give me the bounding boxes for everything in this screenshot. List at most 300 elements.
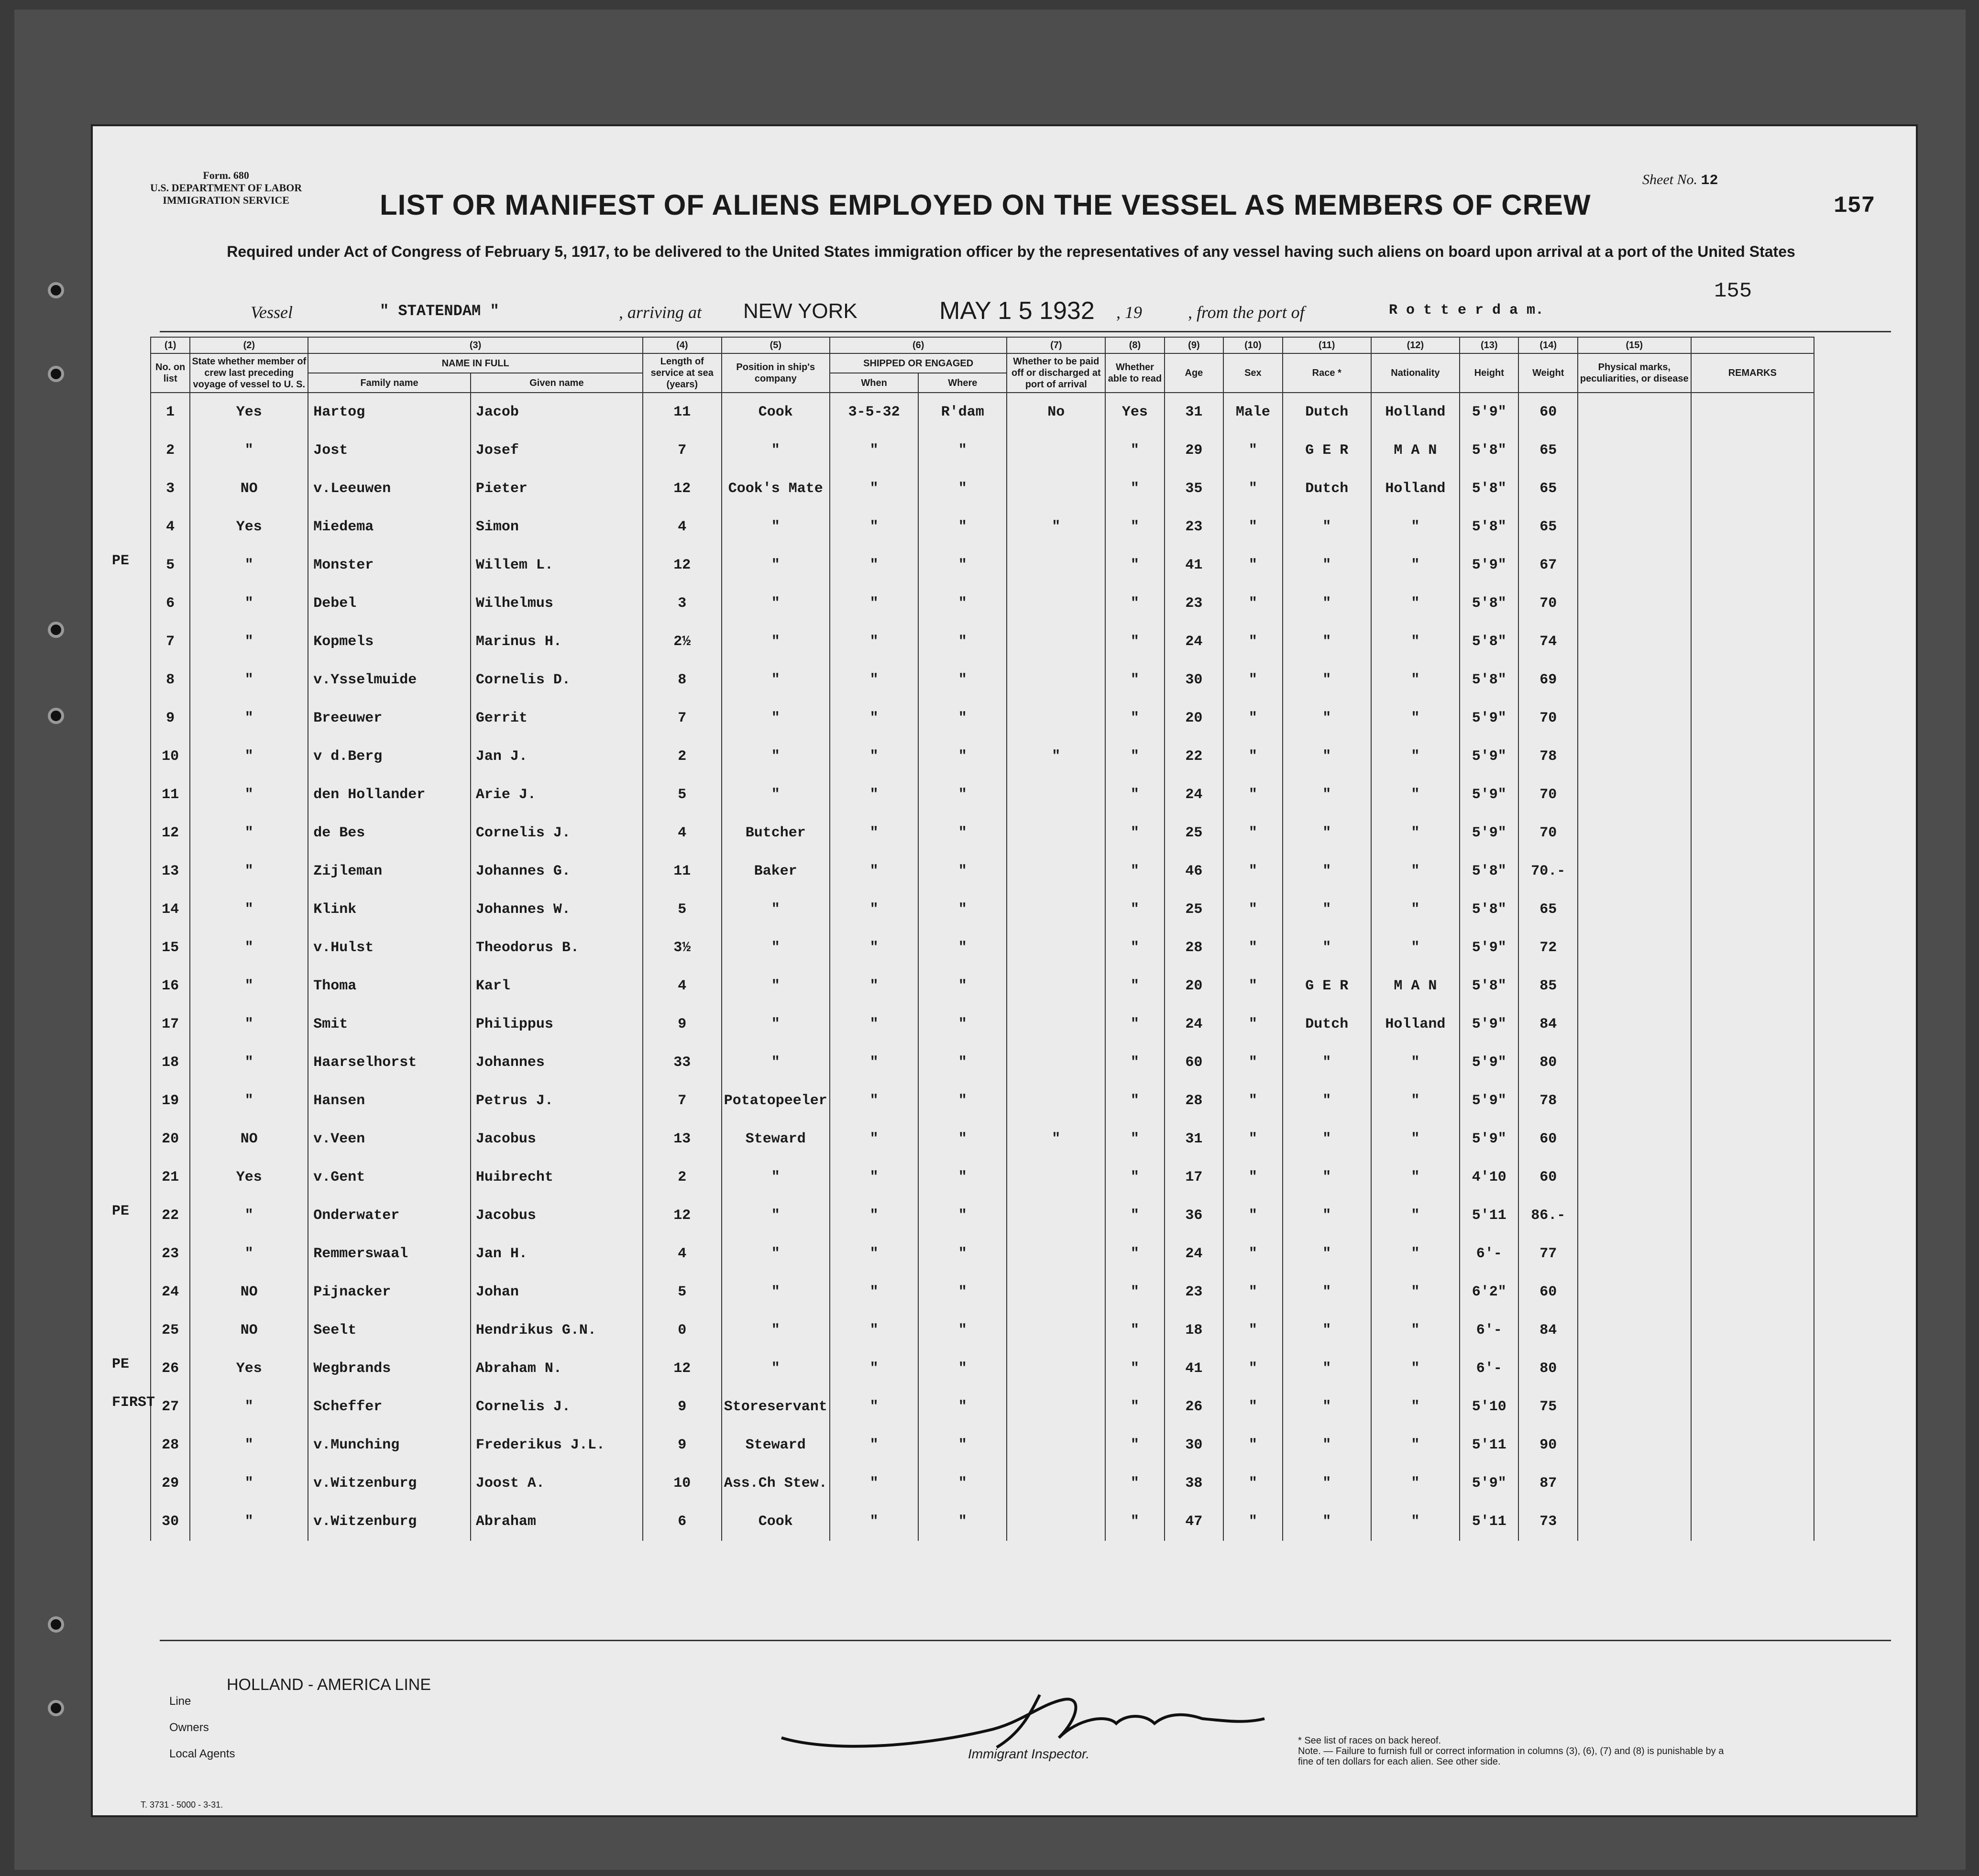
cell-given: Johannes G. <box>471 852 643 890</box>
year-label: , 19 <box>1116 303 1142 322</box>
column-number-row <box>151 337 1814 353</box>
cell-weight: 87 <box>1518 1464 1577 1503</box>
cell-remarks <box>1691 393 1814 431</box>
cell-family: Breeuwer <box>308 699 471 737</box>
cell-when: 3-5-32 <box>830 393 918 431</box>
cell-nationality: M A N <box>1371 967 1460 1005</box>
cell-family: v.Hulst <box>308 929 471 967</box>
header-position: Position in ship's company <box>722 353 830 393</box>
cell-weight: 72 <box>1518 929 1577 967</box>
header-race: Race * <box>1283 353 1371 393</box>
cell-paid <box>1007 1503 1105 1541</box>
cell-no: 23 <box>151 1235 190 1273</box>
cell-read: " <box>1105 1043 1164 1082</box>
cell-nationality: Holland <box>1371 393 1460 431</box>
cell-crew: Yes <box>190 508 308 546</box>
cell-nationality: " <box>1371 1426 1460 1464</box>
col-num-11: (11) <box>1283 337 1371 353</box>
cell-read: " <box>1105 470 1164 508</box>
margin-note: PE <box>112 553 130 569</box>
cell-when: " <box>830 623 918 661</box>
cell-weight: 80 <box>1518 1043 1577 1082</box>
cell-nationality: " <box>1371 852 1460 890</box>
cell-position: " <box>722 1311 830 1349</box>
table-row <box>151 1349 1814 1388</box>
cell-race: " <box>1283 584 1371 623</box>
cell-years: 3½ <box>643 929 722 967</box>
cell-family: v.Witzenburg <box>308 1464 471 1503</box>
cell-years: 2½ <box>643 623 722 661</box>
cell-height: 6'- <box>1460 1349 1518 1388</box>
cell-sex: " <box>1223 1082 1282 1120</box>
cell-height: 5'10 <box>1460 1388 1518 1426</box>
cell-family: Zijleman <box>308 852 471 890</box>
manifest-sheet <box>91 124 1918 1817</box>
cell-where: " <box>918 1311 1007 1349</box>
col-num-6: (6) <box>830 337 1007 353</box>
cell-marks <box>1578 1043 1691 1082</box>
cell-no: 21 <box>151 1158 190 1196</box>
cell-given: Marinus H. <box>471 623 643 661</box>
cell-crew: " <box>190 776 308 814</box>
table-row <box>151 814 1814 852</box>
cell-position: " <box>722 1158 830 1196</box>
cell-age: 23 <box>1165 508 1223 546</box>
cell-height: 5'9" <box>1460 546 1518 584</box>
cell-given: Cornelis J. <box>471 814 643 852</box>
cell-no: 8 <box>151 661 190 699</box>
cell-race: " <box>1283 814 1371 852</box>
cell-no: 28 <box>151 1426 190 1464</box>
cell-height: 5'11 <box>1460 1426 1518 1464</box>
cell-weight: 74 <box>1518 623 1577 661</box>
cell-remarks <box>1691 1311 1814 1349</box>
cell-age: 24 <box>1165 1005 1223 1043</box>
cell-weight: 70.- <box>1518 852 1577 890</box>
cell-where: " <box>918 1082 1007 1120</box>
cell-race: " <box>1283 1464 1371 1503</box>
header-length-service: Length of service at sea (years) <box>643 353 722 393</box>
col-num-12: (12) <box>1371 337 1460 353</box>
cell-age: 35 <box>1165 470 1223 508</box>
cell-where: " <box>918 584 1007 623</box>
cell-position: " <box>722 1043 830 1082</box>
cell-position: " <box>722 1235 830 1273</box>
cell-remarks <box>1691 1043 1814 1082</box>
cell-race: " <box>1283 1503 1371 1541</box>
vessel-name: " STATENDAM " <box>380 302 499 320</box>
header-where: Where <box>918 373 1007 393</box>
cell-crew: " <box>190 814 308 852</box>
cell-age: 36 <box>1165 1196 1223 1235</box>
cell-where: " <box>918 1273 1007 1311</box>
cell-position: Steward <box>722 1426 830 1464</box>
cell-when: " <box>830 929 918 967</box>
cell-paid: " <box>1007 1120 1105 1158</box>
cell-height: 5'9" <box>1460 776 1518 814</box>
cell-crew: " <box>190 1235 308 1273</box>
cell-remarks <box>1691 1082 1814 1120</box>
cell-years: 7 <box>643 1082 722 1120</box>
cell-no: 22 <box>151 1196 190 1235</box>
cell-family: Hansen <box>308 1082 471 1120</box>
cell-crew: " <box>190 623 308 661</box>
cell-race: " <box>1283 1426 1371 1464</box>
cell-remarks <box>1691 1158 1814 1196</box>
cell-given: Simon <box>471 508 643 546</box>
col-num-7: (7) <box>1007 337 1105 353</box>
cell-read: " <box>1105 546 1164 584</box>
cell-height: 5'8" <box>1460 470 1518 508</box>
cell-race: " <box>1283 1349 1371 1388</box>
cell-sex: " <box>1223 431 1282 470</box>
cell-position: " <box>722 1196 830 1235</box>
cell-family: Seelt <box>308 1311 471 1349</box>
cell-no: 18 <box>151 1043 190 1082</box>
cell-family: v.Ysselmuide <box>308 661 471 699</box>
cell-no: 13 <box>151 852 190 890</box>
cell-given: Johan <box>471 1273 643 1311</box>
cell-sex: " <box>1223 1196 1282 1235</box>
cell-when: " <box>830 1311 918 1349</box>
cell-read: " <box>1105 584 1164 623</box>
cell-height: 5'9" <box>1460 1005 1518 1043</box>
cell-read: " <box>1105 814 1164 852</box>
cell-sex: " <box>1223 1235 1282 1273</box>
table-row <box>151 1043 1814 1082</box>
cell-nationality: " <box>1371 1349 1460 1388</box>
cell-nationality: M A N <box>1371 431 1460 470</box>
cell-sex: " <box>1223 1043 1282 1082</box>
cell-remarks <box>1691 1426 1814 1464</box>
col-num-10: (10) <box>1223 337 1282 353</box>
cell-race: " <box>1283 1388 1371 1426</box>
cell-nationality: " <box>1371 1388 1460 1426</box>
cell-years: 7 <box>643 431 722 470</box>
cell-read: " <box>1105 508 1164 546</box>
cell-marks <box>1578 890 1691 929</box>
cell-sex: " <box>1223 470 1282 508</box>
cell-sex: " <box>1223 1464 1282 1503</box>
cell-when: " <box>830 584 918 623</box>
margin-note: PE <box>112 1203 130 1219</box>
table-row <box>151 584 1814 623</box>
sheet-number-value: 12 <box>1701 173 1718 189</box>
cell-sex: " <box>1223 967 1282 1005</box>
cell-height: 5'9" <box>1460 1464 1518 1503</box>
cell-read: " <box>1105 1196 1164 1235</box>
cell-position: " <box>722 1349 830 1388</box>
cell-race: " <box>1283 890 1371 929</box>
cell-remarks <box>1691 890 1814 929</box>
cell-height: 5'8" <box>1460 623 1518 661</box>
binder-hole <box>48 366 64 382</box>
cell-family: v.Veen <box>308 1120 471 1158</box>
cell-family: de Bes <box>308 814 471 852</box>
cell-position: " <box>722 1273 830 1311</box>
col-num-4: (4) <box>643 337 722 353</box>
cell-read: Yes <box>1105 393 1164 431</box>
cell-paid <box>1007 929 1105 967</box>
cell-nationality: " <box>1371 699 1460 737</box>
cell-age: 23 <box>1165 1273 1223 1311</box>
crew-table <box>150 337 1814 1541</box>
cell-where: " <box>918 852 1007 890</box>
cell-where: " <box>918 776 1007 814</box>
cell-crew: " <box>190 852 308 890</box>
cell-years: 4 <box>643 1235 722 1273</box>
cell-marks <box>1578 1082 1691 1120</box>
cell-weight: 60 <box>1518 393 1577 431</box>
cell-paid <box>1007 584 1105 623</box>
cell-position: " <box>722 890 830 929</box>
cell-family: Haarselhorst <box>308 1043 471 1082</box>
header-no-on-list: No. on list <box>151 353 190 393</box>
cell-race: Dutch <box>1283 1005 1371 1043</box>
cell-sex: " <box>1223 508 1282 546</box>
cell-position: " <box>722 661 830 699</box>
cell-no: 14 <box>151 890 190 929</box>
cell-paid <box>1007 852 1105 890</box>
cell-paid: " <box>1007 508 1105 546</box>
cell-years: 4 <box>643 967 722 1005</box>
cell-where: " <box>918 1005 1007 1043</box>
table-row <box>151 852 1814 890</box>
cell-years: 5 <box>643 776 722 814</box>
table-row <box>151 661 1814 699</box>
cell-read: " <box>1105 1235 1164 1273</box>
cell-given: Gerrit <box>471 699 643 737</box>
cell-height: 5'8" <box>1460 584 1518 623</box>
cell-where: " <box>918 661 1007 699</box>
cell-height: 5'8" <box>1460 967 1518 1005</box>
cell-read: " <box>1105 1158 1164 1196</box>
cell-crew: Yes <box>190 1158 308 1196</box>
cell-crew: " <box>190 546 308 584</box>
cell-race: " <box>1283 1235 1371 1273</box>
cell-where: " <box>918 814 1007 852</box>
cell-where: " <box>918 623 1007 661</box>
cell-age: 28 <box>1165 929 1223 967</box>
cell-weight: 84 <box>1518 1005 1577 1043</box>
table-row <box>151 1503 1814 1541</box>
cell-read: " <box>1105 1120 1164 1158</box>
cell-nationality: " <box>1371 1311 1460 1349</box>
cell-marks <box>1578 393 1691 431</box>
cell-years: 7 <box>643 699 722 737</box>
cell-position: Storeservant <box>722 1388 830 1426</box>
cell-where: " <box>918 890 1007 929</box>
cell-crew: " <box>190 661 308 699</box>
cell-no: 30 <box>151 1503 190 1541</box>
cell-race: " <box>1283 508 1371 546</box>
cell-given: Hendrikus G.N. <box>471 1311 643 1349</box>
table-row <box>151 1158 1814 1196</box>
cell-position: Potatopeeler <box>722 1082 830 1120</box>
table-row <box>151 470 1814 508</box>
cell-given: Pieter <box>471 470 643 508</box>
cell-remarks <box>1691 1196 1814 1235</box>
cell-family: Remmerswaal <box>308 1235 471 1273</box>
cell-nationality: " <box>1371 1043 1460 1082</box>
cell-crew: " <box>190 1196 308 1235</box>
cell-read: " <box>1105 1311 1164 1349</box>
cell-no: 27 <box>151 1388 190 1426</box>
cell-paid <box>1007 967 1105 1005</box>
cell-years: 0 <box>643 1311 722 1349</box>
cell-years: 4 <box>643 508 722 546</box>
table-row <box>151 508 1814 546</box>
cell-given: Cornelis D. <box>471 661 643 699</box>
cell-where: " <box>918 1426 1007 1464</box>
cell-crew: " <box>190 929 308 967</box>
header-sex: Sex <box>1223 353 1282 393</box>
cell-marks <box>1578 1311 1691 1349</box>
table-row <box>151 967 1814 1005</box>
cell-family: Hartog <box>308 393 471 431</box>
table-row <box>151 699 1814 737</box>
cell-given: Jan J. <box>471 737 643 776</box>
cell-height: 5'9" <box>1460 814 1518 852</box>
cell-race: G E R <box>1283 431 1371 470</box>
binder-hole <box>48 282 64 298</box>
cell-crew: " <box>190 1464 308 1503</box>
cell-paid <box>1007 1082 1105 1120</box>
cell-remarks <box>1691 1005 1814 1043</box>
cell-weight: 70 <box>1518 776 1577 814</box>
cell-remarks <box>1691 1349 1814 1388</box>
cell-no: 15 <box>151 929 190 967</box>
cell-where: " <box>918 1464 1007 1503</box>
cell-no: 17 <box>151 1005 190 1043</box>
cell-when: " <box>830 1158 918 1196</box>
cell-race: " <box>1283 1120 1371 1158</box>
col-num-8: (8) <box>1105 337 1164 353</box>
cell-read: " <box>1105 1349 1164 1388</box>
cell-given: Karl <box>471 967 643 1005</box>
cell-crew: " <box>190 1503 308 1541</box>
cell-family: den Hollander <box>308 776 471 814</box>
cell-remarks <box>1691 1235 1814 1273</box>
cell-age: 47 <box>1165 1503 1223 1541</box>
header-remarks: REMARKS <box>1691 353 1814 393</box>
cell-height: 5'9" <box>1460 1043 1518 1082</box>
cell-height: 5'8" <box>1460 508 1518 546</box>
cell-race: " <box>1283 1043 1371 1082</box>
cell-where: " <box>918 1120 1007 1158</box>
cell-sex: " <box>1223 776 1282 814</box>
cell-height: 5'9" <box>1460 1082 1518 1120</box>
cell-age: 29 <box>1165 431 1223 470</box>
date-stamp: MAY 1 5 1932 <box>939 297 1095 325</box>
cell-family: Klink <box>308 890 471 929</box>
margin-note: FIRST <box>112 1394 155 1411</box>
col-num-15: (15) <box>1578 337 1691 353</box>
cell-age: 17 <box>1165 1158 1223 1196</box>
cell-nationality: " <box>1371 1158 1460 1196</box>
cell-height: 5'9" <box>1460 737 1518 776</box>
cell-paid <box>1007 1196 1105 1235</box>
cell-race: " <box>1283 1273 1371 1311</box>
cell-when: " <box>830 852 918 890</box>
cell-read: " <box>1105 852 1164 890</box>
cell-no: 26 <box>151 1349 190 1388</box>
cell-age: 20 <box>1165 699 1223 737</box>
cell-race: " <box>1283 661 1371 699</box>
col-num-13: (13) <box>1460 337 1518 353</box>
cell-crew: NO <box>190 1273 308 1311</box>
cell-when: " <box>830 431 918 470</box>
cell-remarks <box>1691 814 1814 852</box>
cell-weight: 65 <box>1518 431 1577 470</box>
cell-weight: 65 <box>1518 470 1577 508</box>
cell-paid <box>1007 1273 1105 1311</box>
cell-position: Cook <box>722 1503 830 1541</box>
cell-remarks <box>1691 584 1814 623</box>
cell-family: Pijnacker <box>308 1273 471 1311</box>
cell-nationality: " <box>1371 1196 1460 1235</box>
cell-paid: " <box>1007 737 1105 776</box>
cell-remarks <box>1691 737 1814 776</box>
cell-no: 3 <box>151 470 190 508</box>
cell-height: 6'- <box>1460 1311 1518 1349</box>
cell-age: 46 <box>1165 852 1223 890</box>
cell-when: " <box>830 1388 918 1426</box>
cell-weight: 69 <box>1518 661 1577 699</box>
cell-race: " <box>1283 852 1371 890</box>
cell-given: Johannes <box>471 1043 643 1082</box>
cell-weight: 84 <box>1518 1311 1577 1349</box>
cell-given: Jan H. <box>471 1235 643 1273</box>
cell-weight: 60 <box>1518 1273 1577 1311</box>
cell-read: " <box>1105 699 1164 737</box>
cell-position: " <box>722 929 830 967</box>
cell-read: " <box>1105 776 1164 814</box>
cell-race: " <box>1283 1196 1371 1235</box>
cell-when: " <box>830 737 918 776</box>
cell-given: Frederikus J.L. <box>471 1426 643 1464</box>
cell-nationality: " <box>1371 623 1460 661</box>
col-num-9: (9) <box>1165 337 1223 353</box>
cell-age: 26 <box>1165 1388 1223 1426</box>
cell-position: Cook <box>722 393 830 431</box>
col-num-5: (5) <box>722 337 830 353</box>
cell-position: " <box>722 737 830 776</box>
cell-paid <box>1007 776 1105 814</box>
cell-years: 11 <box>643 393 722 431</box>
cell-race: " <box>1283 1311 1371 1349</box>
cell-age: 60 <box>1165 1043 1223 1082</box>
cell-no: 4 <box>151 508 190 546</box>
cell-no: 29 <box>151 1464 190 1503</box>
cell-age: 24 <box>1165 623 1223 661</box>
cell-marks <box>1578 1503 1691 1541</box>
table-row <box>151 393 1814 431</box>
cell-read: " <box>1105 1464 1164 1503</box>
cell-remarks <box>1691 929 1814 967</box>
cell-sex: " <box>1223 584 1282 623</box>
cell-years: 9 <box>643 1005 722 1043</box>
cell-position: " <box>722 699 830 737</box>
cell-paid <box>1007 1388 1105 1426</box>
cell-age: 20 <box>1165 967 1223 1005</box>
cell-years: 33 <box>643 1043 722 1082</box>
cell-race: Dutch <box>1283 393 1371 431</box>
cell-read: " <box>1105 1503 1164 1541</box>
cell-family: Monster <box>308 546 471 584</box>
page-subtitle: Required under Act of Congress of February 5, 1917, to be delivered to the United States immigration officer by the representatives of any vessel having such aliens on board upon arrival at a port of the United States <box>227 243 1795 260</box>
cell-remarks <box>1691 546 1814 584</box>
